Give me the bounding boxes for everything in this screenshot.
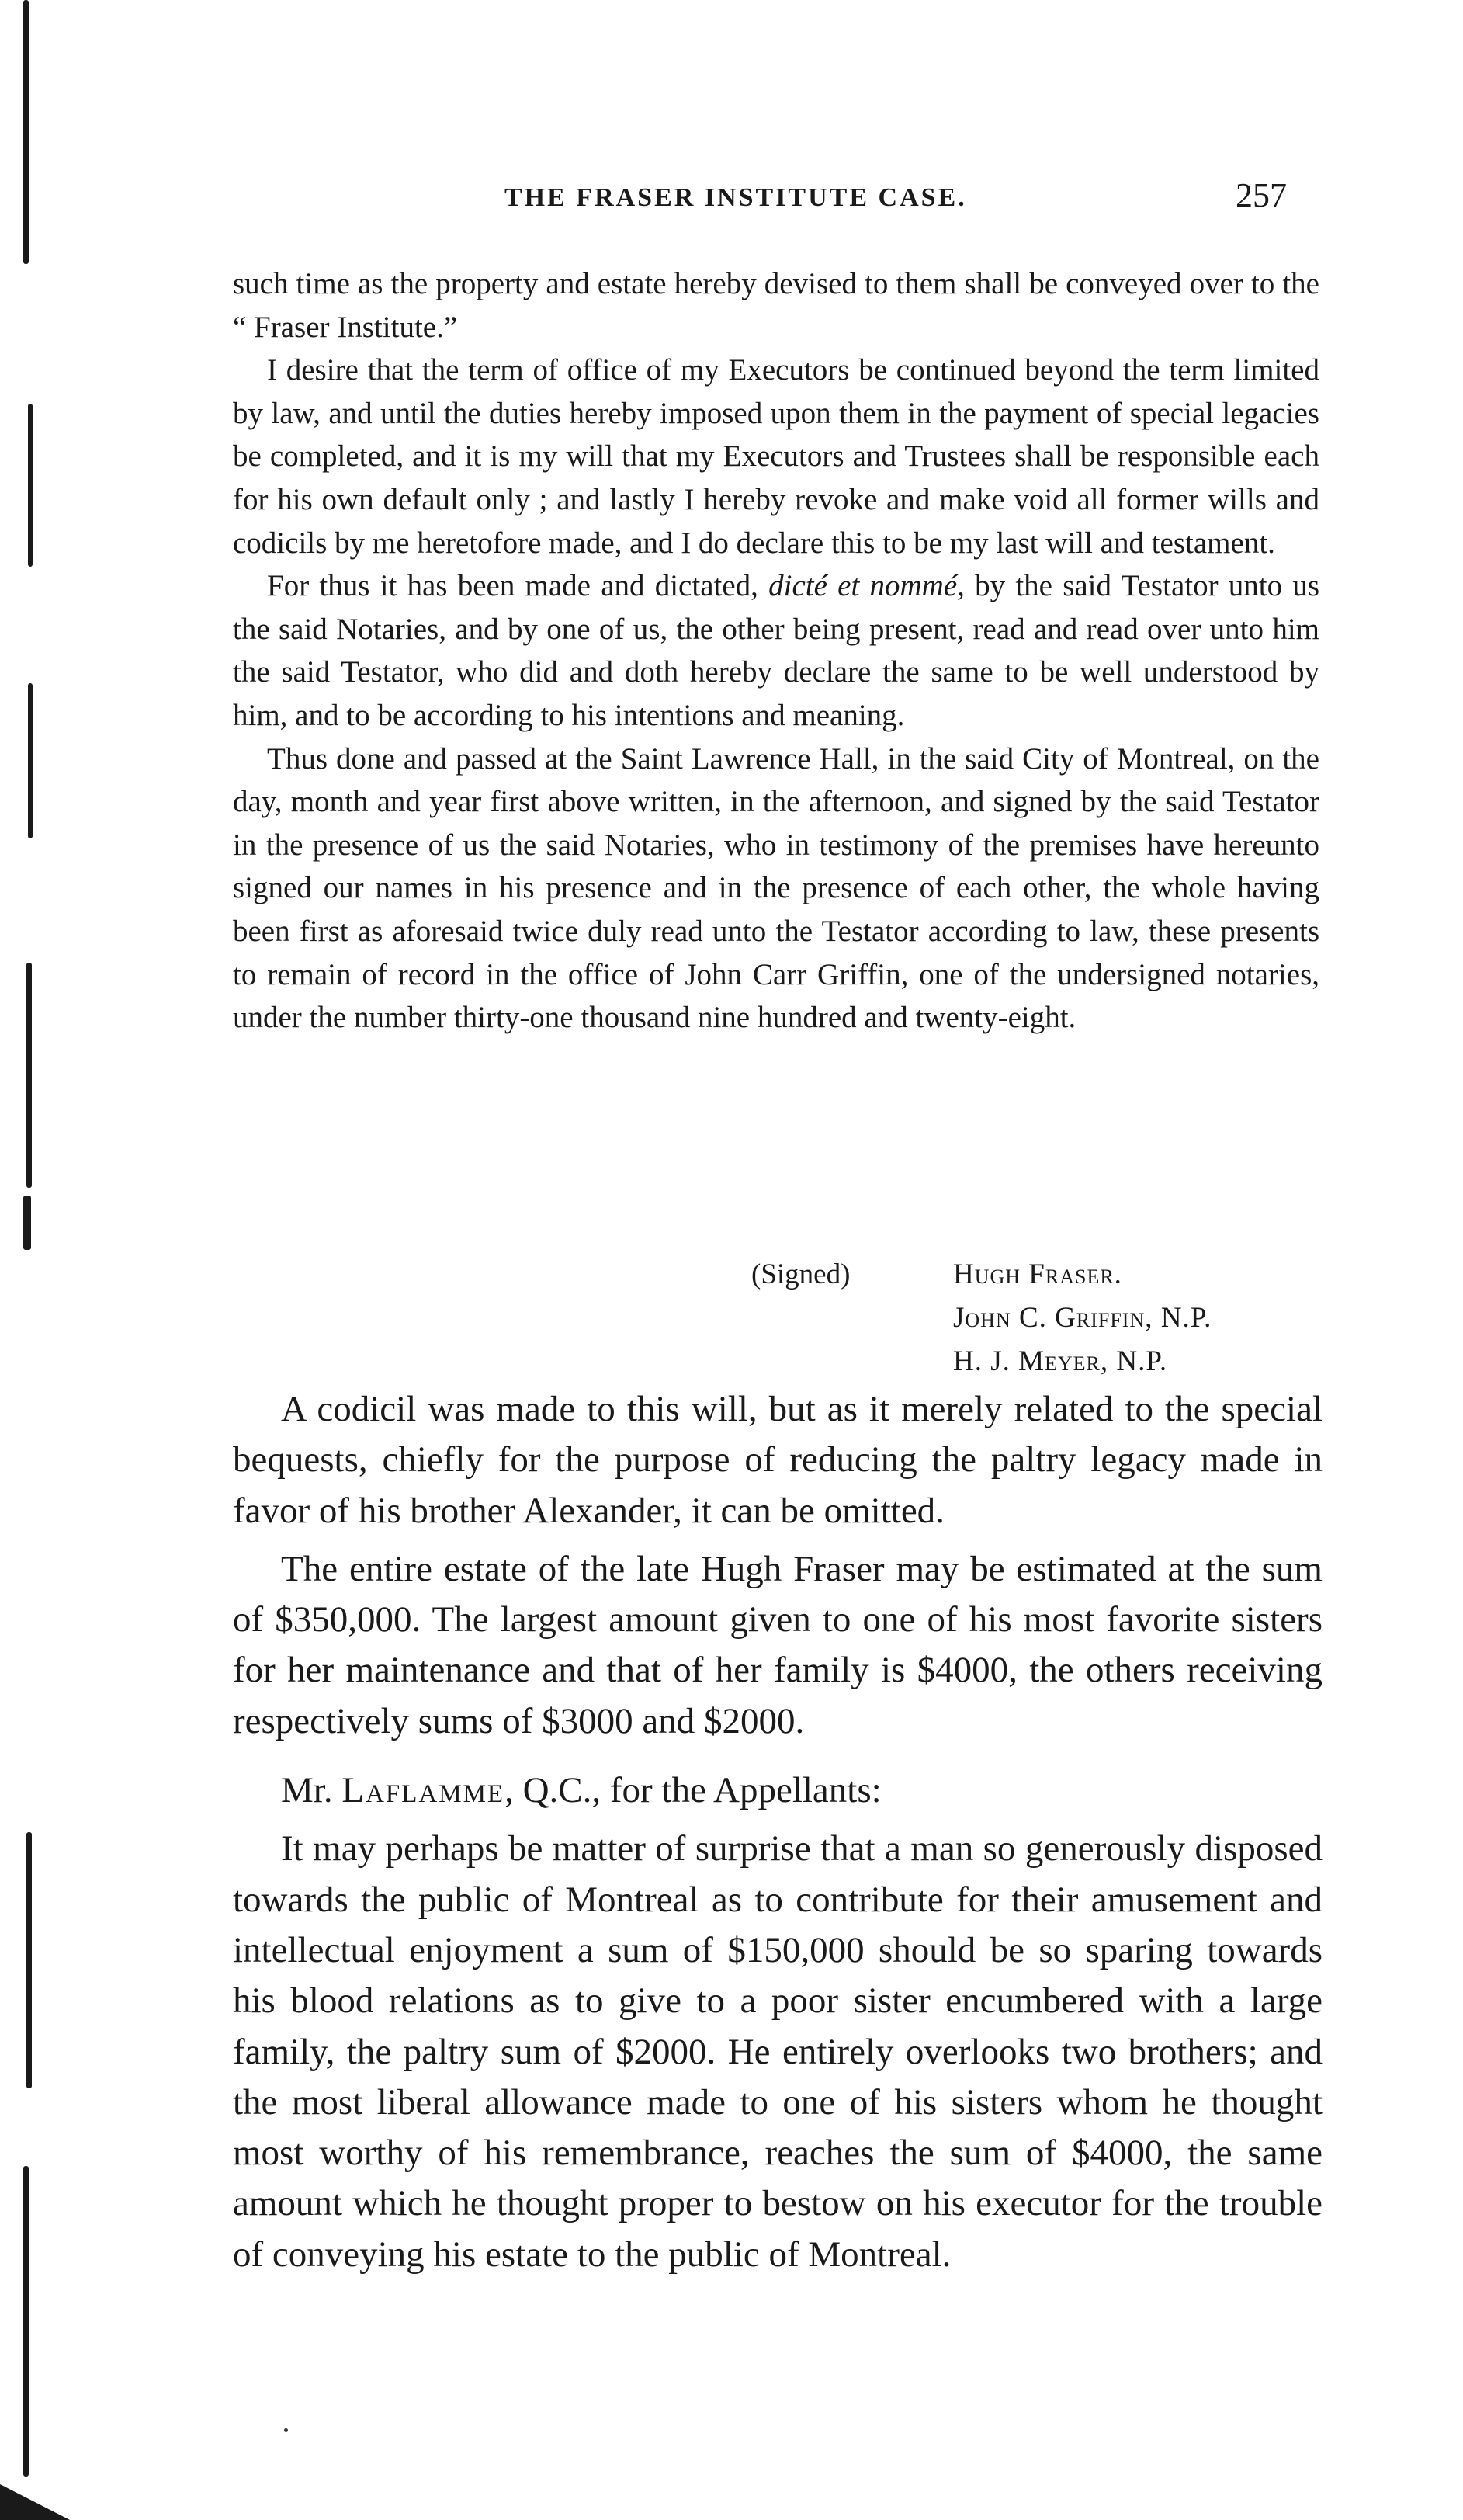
signature-block — [233, 1253, 1319, 1383]
running-title: THE FRASER INSTITUTE CASE. — [504, 183, 967, 212]
commentary-paragraph: The entire estate of the late Hugh Fraser may be estimated at the sum of $350,000. The largest amount given to one of his most favorite sisters for her maintenance and that of her family is $4000, the others receiving respectively sums of $3000 and $2000. — [233, 1548, 1323, 1741]
will-paragraph: I desire that the term of office of my Executors be continued beyond the term limited by law, and until the duties hereby imposed upon them in the payment of special legacies be completed, and it is my will that my Executors and Trustees shall be responsible each for his own default only ; and lastly I hereby revoke and make void all former wills and codicils by me heretofore made, and I do declare this to be my last will and testament. — [233, 353, 1319, 560]
binding-edge-mark — [23, 0, 29, 264]
will-paragraph: such time as the property and estate hereby devised to them shall be conveyed over to the “ Fraser Institute.” — [233, 267, 1319, 344]
signer-name: H. J. Meyer, N.P. — [953, 1345, 1168, 1377]
text-run: For thus it has been made and dictated, — [267, 569, 758, 603]
binding-edge-mark — [23, 1196, 31, 1250]
will-paragraph — [233, 564, 1319, 737]
signer-name: Hugh Fraser. — [953, 1258, 1122, 1290]
scan-corner-mark — [0, 2475, 70, 2520]
text-run: by the said Testator unto us the said Notaries, and by one of us, the other being present, read and read over unto him the said Testator, who did and doth hereby declare the same to be well understood by him, and to be according to his intentions and meaning. — [233, 569, 1320, 732]
binding-edge-mark — [26, 1832, 32, 2088]
binding-edge-mark — [28, 683, 33, 838]
counsel-prefix: Mr. — [281, 1770, 333, 1811]
binding-edge-mark — [28, 404, 33, 567]
counsel-heading — [233, 1765, 1323, 1816]
ink-speck — [284, 2428, 288, 2432]
signed-label: (Signed) — [751, 1258, 851, 1290]
will-paragraph: Thus done and passed at the Saint Lawrence Hall, in the said City of Montreal, on the day, month and year first above written, in the afternoon, and signed by the said Testator in the presence of us the said Notaries, who in testimony of the premises have hereunto signed our names in his presence and in the presence of each other, the whole having been first as aforesaid twice duly read unto the Testator according to law, these presents to remain of record in the office of John Carr Griffin, one of the undersigned notaries, under the number thirty-one thousand nine hundred and twenty-eight. — [233, 741, 1319, 1035]
will-text — [233, 262, 1319, 1040]
commentary-paragraph: A codicil was made to this will, but as it merely related to the special bequests, chiefly for the purpose of reducing the paltry legacy made in favor of his brother Alexander, it can be omitted. — [233, 1389, 1323, 1531]
counsel-name: Laflamme — [341, 1770, 505, 1811]
latin-phrase: dicté et nommé, — [768, 569, 965, 603]
page-number: 257 — [1236, 176, 1287, 214]
binding-edge-mark — [23, 2166, 29, 2477]
commentary — [233, 1384, 1323, 2280]
signer-name: John C. Griffin, N.P. — [953, 1302, 1212, 1334]
binding-edge-mark — [26, 963, 32, 1188]
counsel-suffix: , Q.C., for the Appellants: — [504, 1770, 882, 1811]
commentary-paragraph: It may perhaps be matter of surprise that a man so generously disposed towards the public of Montreal as to contribute for their amusement and intellectual enjoyment a sum of $150,000 should be so sparing towards his blood relations as to give to a poor sister encumbered with a large family, the paltry sum of $2000. He entirely overlooks two brothers; and the most liberal allowance made to one of his sisters whom he thought most worthy of his remembrance, reaches the sum of $4000, the same amount which he thought proper to bestow on his executor for the trouble of conveying his estate to the public of Montreal. — [233, 1828, 1323, 2275]
